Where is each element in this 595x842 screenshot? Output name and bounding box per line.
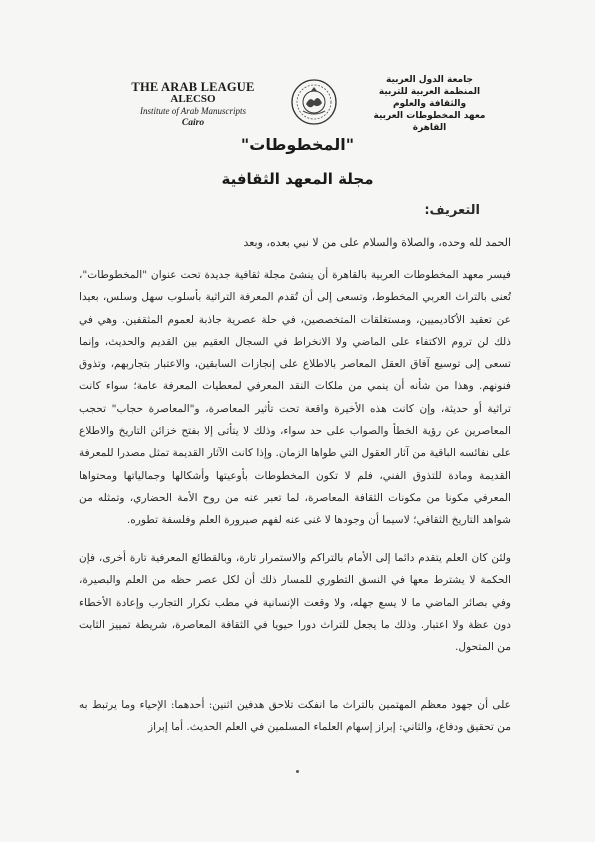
body-paragraph-2: ولئن كان العلم يتقدم دائما إلى الأمام بالتراكم والاستمرار تارة، وبالقطائع المعرفية تارة أخرى، فإن الحكمة لا يشترط معها في النسق التطوري للمسار ذلك أن لكل عصر حظه من العلم والبصيرة، وفي بصائر الماضي ما لا يسع جهله، ولا وقعت الإنسانية في مطب تكرار التجارب وإعادة الأخطاء دون عظة ولا اعتبار. وذلك ما يجعل للتراث دورا حيويا في الثقافة المعاصرة، شريطة تمييز الثابت من المتحول. — [79, 552, 511, 654]
page-number-mark — [296, 770, 299, 773]
header-line-city: Cairo — [181, 118, 205, 128]
header-line-alecso-ar: المنظمة العربية للتربية والثقافة والعلوم — [378, 87, 481, 109]
institute-name-english — [118, 81, 268, 129]
header-line-arab-league-ar: جامعة الدول العربية — [386, 75, 473, 85]
header-line-city-ar: القاهرة — [412, 123, 447, 133]
body-paragraph-3: على أن جهود معظم المهتمين بالتراث ما انفكت تلاحق هدفين اثنين: أحدهما: الإحياء وما يرتبط به من تحقيق ودفاع، والثاني: إبراز إسهام العلماء المسلمين في العلم الحديث. أما إبراز — [79, 699, 511, 734]
header-line-institute: Institute of Arab Manuscripts — [139, 106, 247, 116]
document-subtitle: مجلة المعهد الثقافية — [221, 170, 374, 188]
header-line-institute-ar: معهد المخطوطات العربية — [373, 111, 486, 121]
institute-name-arabic — [372, 74, 487, 134]
arab-league-emblem-icon — [289, 77, 339, 127]
header-line-arab-league: THE ARAB LEAGUE — [131, 80, 255, 94]
body-paragraph-1: فيسر معهد المخطوطات العربية بالقاهرة أن ينشئ مجلة ثقافية جديدة تحت عنوان "المخطوطات"، تُعنى بالتراث العربي المخطوط، وتسعى إلى أن تُقدم المعرفة التراثية بأسلوب سهل وسلس، بعيدا عن تعقيد الأكاديميين، ومستغلقات المتخصصين، في حلة عصرية جاذبة لعموم المثقفين. وهي في ذلك لن تروم الاكتفاء على الماضي ولا الانخراط في السجال العقيم بين القديم والحديث، وإنما تسعى إلى توسيع آفاق العقل المعاصر بالاطلاع على إنجازات السابقين، والاعتبار بتجاربهم، وتذوق فنونهم. وهذا من شأنه أن ينمي من ملكات النقد المعرفي لمعطيات المعرفة عامة؛ سواء كانت تراثية أو حديثة، وإن كانت هذه الأخيرة واقعة تحت تأثير المعاصرة، و"المعاصرة حجاب" تحجب المعاصرين عن رؤية الخطأ والصواب على حد سواء، وذلك لا يتأتى إلا بفتح خزائن التاريخ والاطلاع على نفائسه الباقية من آثار العقول التي طواها الزمان. وإذا كانت الآثار القديمة تمثل مصدرا للمعرفة القديمة ومادة للتذوق الفني، فلم لا تكون المخطوطات بأوعيتها وأشكالها وجمالياتها ومحتواها المعرفي مكونا من مكونات الثقافة المعاصرة، لما تعبر عنه من روح الأمة الحضاري، وتمثله من شواهد التاريخ الثقافي؛ لاسيما أن وجودها لا غنى عنه لفهم صيرورة العلم وفلسفة تطوره. — [79, 269, 511, 527]
definition-heading: التعريف: — [424, 203, 480, 218]
opening-greeting: الحمد لله وحده، والصلاة والسلام على من لا نبي بعده، وبعد — [243, 236, 511, 249]
document-title: "المخطوطات" — [240, 135, 355, 154]
header-line-alecso: ALECSO — [170, 93, 216, 105]
